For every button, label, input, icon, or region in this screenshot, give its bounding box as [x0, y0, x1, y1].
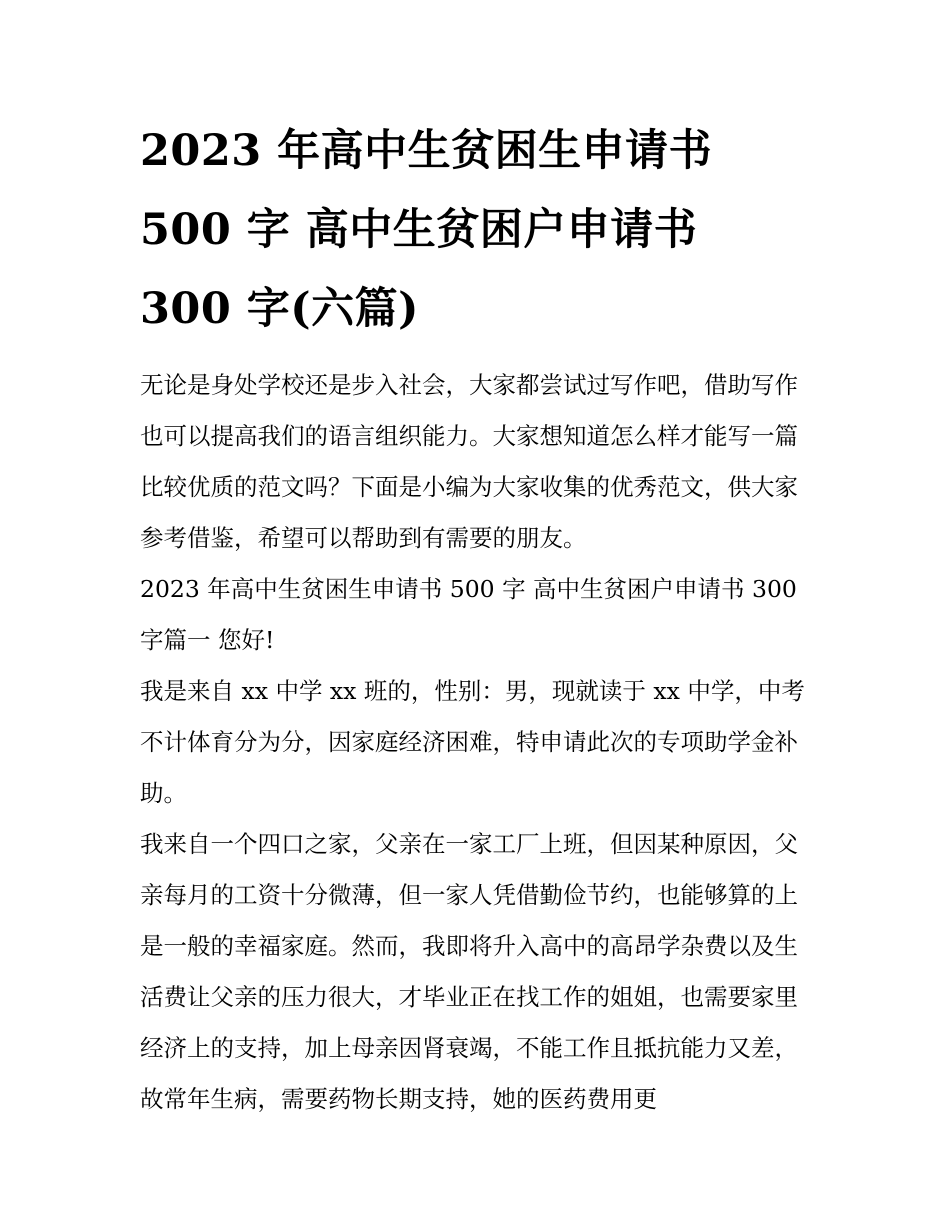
title-line-2: 500 字 高中生贫困户申请书: [140, 205, 698, 255]
title-line-3: 300 字(六篇): [140, 284, 419, 334]
section-heading: 2023 年高中生贫困生申请书 500 字 高中生贫困户申请书 300 字篇一 您好!: [140, 575, 797, 654]
document-page: [140, 112, 816, 1125]
intro-paragraph: 无论是身处学校还是步入社会，大家都尝试过写作吧，借助写作也可以提高我们的语言组织能力。大家想知道怎么样才能写一篇比较优质的范文吗？下面是小编为大家收集的优秀范文，供大家参考借鉴，希望可以帮助到有需要的朋友。: [140, 371, 798, 552]
document-body: [140, 360, 816, 1125]
body-paragraph: 我来自一个四口之家，父亲在一家工厂上班，但因某种原因，父亲每月的工资十分微薄，但一家人凭借勤俭节约，也能够算的上是一般的幸福家庭。然而，我即将升入高中的高昂学杂费以及生活费让父亲的压力很大，才毕业正在找工作的姐姐，也需要家里经济上的支持，加上母亲因肾衰竭，不能工作且抵抗能力又差，故常年生病，需要药物长期支持，她的医药费用更: [140, 830, 798, 1113]
document-title: [140, 112, 816, 349]
title-line-1: 2023 年高中生贫困生申请书: [140, 126, 713, 176]
body-paragraph: 我是来自 xx 中学 xx 班的，性别：男，现就读于 xx 中学，中考不计体育分为分，因家庭经济困难，特申请此次的专项助学金补助。: [140, 677, 805, 807]
